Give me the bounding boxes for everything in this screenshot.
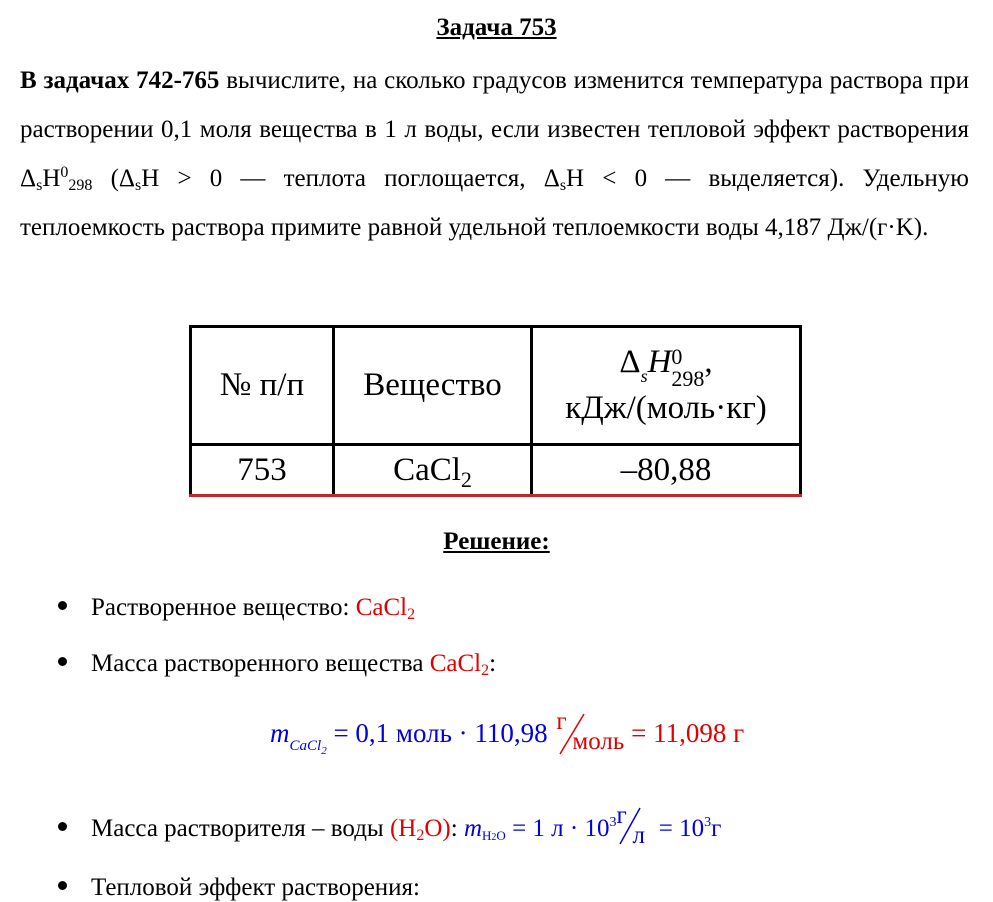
table-row: [191, 445, 801, 496]
row-enthalpy-value: –80,88: [532, 445, 801, 496]
bullet-dot: [58, 657, 67, 666]
problem-range: В задачах 742-765: [20, 67, 220, 94]
list-item: Масса растворенного вещества CaCl$_2$:: [58, 650, 496, 678]
problem-title: Задача 753: [436, 14, 557, 41]
table-header-row: [191, 327, 801, 445]
unit-fraction: г моль: [556, 708, 625, 755]
enthalpy-units: кДж/(моль·кг): [565, 390, 767, 426]
list-item: Растворенное вещество: CaCl$_2$: [58, 594, 415, 622]
list-item: Масса растворителя – воды $(H_2O)$: $m_{H2O} = 1$ $л \cdot 10^3$ г л = $10^3г$: [58, 810, 721, 846]
header-enthalpy: [532, 327, 801, 445]
list-item: Тепловой эффект растворения:: [58, 874, 420, 902]
row-number: 753: [191, 445, 334, 496]
solute-mass-formula: $m_{CaCl_2} = 0,1$ моль · 110,98 г моль = 11,098 г: [270, 708, 745, 757]
bullet-dot: [58, 822, 67, 831]
header-substance: Вещество: [334, 327, 532, 445]
solution-heading: Решение:: [443, 528, 550, 555]
header-number: № п/п: [191, 327, 334, 445]
problem-statement: В задачах 742-765 вычислите, на сколько градусов изменится температура раствора при растворении 0,1 моля вещества в 1 л воды, если известен тепловой эффект растворения $\Delta_sH^0_{298}$ ($\Delta_sH > 0$ — теплота поглощается, $\Delta_sH < 0$ — выделяется). Удельную теплоемкость раствора примите равной удельной теплоемкости воды 4,187 Дж/(г·K).: [20, 67, 969, 241]
bullet-dot: [58, 881, 67, 890]
enthalpy-symbol: $\Delta_sH$ 0 298 ,: [619, 344, 713, 391]
unit-fraction: г л: [616, 802, 645, 849]
solvent-mass-formula: $m_{H2O} = 1$ $л \cdot 10^3$ г л = $10^3г$: [463, 802, 722, 849]
bullet-dot: [58, 601, 67, 610]
data-table: [189, 325, 802, 497]
row-substance: CaCl$_2$: [334, 445, 532, 496]
